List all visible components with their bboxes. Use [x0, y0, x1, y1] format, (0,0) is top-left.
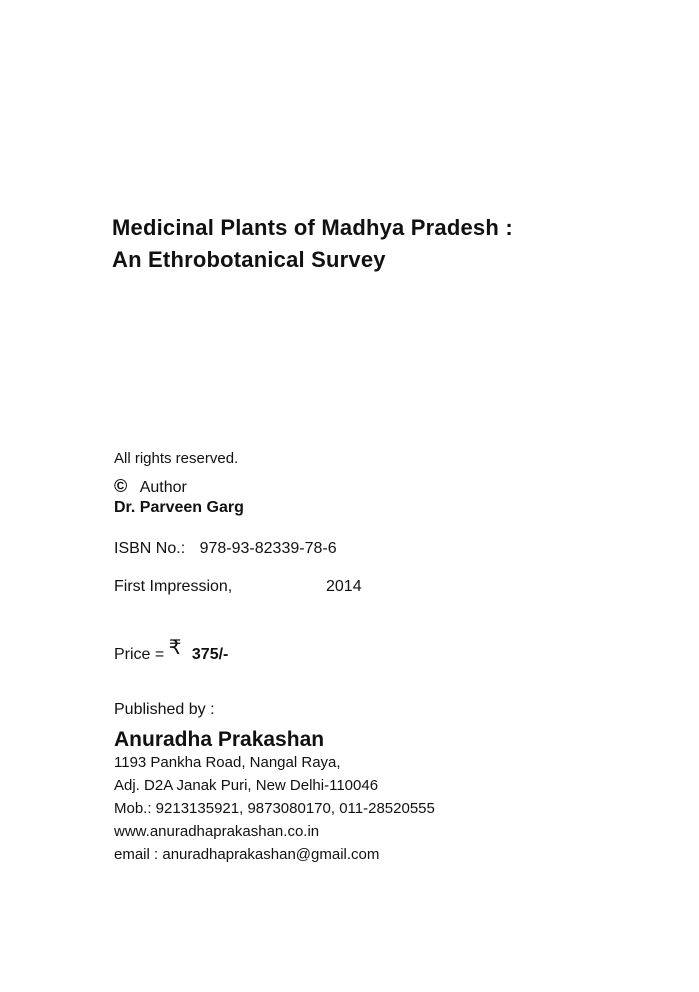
publisher-email: email : anuradhaprakashan@gmail.com — [114, 846, 380, 863]
publisher-address-2: Adj. D2A Janak Puri, New Delhi-110046 — [114, 777, 379, 794]
publisher-phone: Mob.: 9213135921, 9873080170, 011-28520555 — [114, 800, 435, 817]
publisher-website: www.anuradhaprakashan.co.in — [114, 823, 320, 840]
copyright-line — [114, 477, 187, 496]
impression-label: First Impression, — [114, 578, 233, 595]
copyright-icon: © — [114, 476, 128, 496]
book-title-line-1: Medicinal Plants of Madhya Pradesh : — [112, 215, 513, 240]
isbn-value: 978-93-82339-78-6 — [199, 540, 337, 557]
copyright-holder-label: Author — [139, 479, 187, 496]
published-by-label: Published by : — [114, 701, 215, 718]
rupee-icon: ₹ — [168, 637, 182, 659]
price-label: Price = — [114, 646, 165, 663]
price-value: 375/- — [191, 646, 229, 663]
rights-notice: All rights reserved. — [114, 450, 239, 467]
impression-year: 2014 — [326, 578, 362, 595]
isbn-label: ISBN No.: — [114, 540, 186, 557]
book-title-line-2: An Ethrobotanical Survey — [112, 247, 386, 272]
isbn-line — [114, 541, 337, 557]
publisher-address-1: 1193 Pankha Road, Nangal Raya, — [114, 754, 341, 771]
author-name: Dr. Parveen Garg — [114, 499, 244, 516]
price-line — [114, 637, 229, 663]
publisher-name: Anuradha Prakashan — [114, 728, 325, 751]
